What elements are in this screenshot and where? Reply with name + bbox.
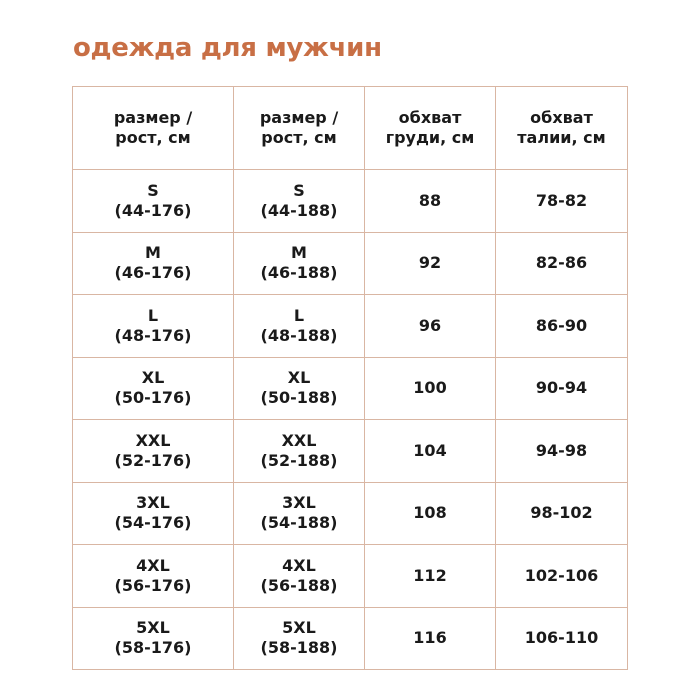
height-range: (54-176): [114, 513, 192, 533]
size-label: M: [145, 243, 161, 263]
size-height-188-cell: [234, 357, 365, 420]
chest-value: 116: [413, 628, 447, 648]
size-height-188-cell: [234, 232, 365, 295]
height-range: (50-188): [260, 388, 338, 408]
waist-cell: [496, 482, 628, 545]
chest-value: 96: [418, 315, 442, 335]
size-height-188-cell: [234, 482, 365, 545]
size-height-176-cell: [73, 357, 234, 420]
waist-value: 82-86: [535, 253, 588, 273]
chest-value: 92: [418, 253, 442, 273]
header-size-height-188: [234, 87, 365, 170]
header-line: обхват: [530, 108, 593, 127]
chest-cell: [365, 357, 496, 420]
header-waist: [496, 87, 628, 170]
table-header-row: [73, 87, 628, 170]
size-height-176-cell: [73, 607, 234, 670]
waist-cell: [496, 545, 628, 608]
page-title: одежда для мужчин: [73, 33, 382, 63]
size-label: 4XL: [136, 555, 170, 575]
waist-cell: [496, 420, 628, 483]
table-row: [73, 232, 628, 295]
header-line: груди, см: [385, 128, 475, 147]
size-label: 5XL: [136, 618, 170, 638]
chest-cell: [365, 295, 496, 358]
size-label: M: [291, 243, 307, 263]
table-row: [73, 170, 628, 233]
height-range: (48-188): [260, 325, 338, 345]
size-label: L: [293, 305, 305, 325]
size-height-188-cell: [234, 295, 365, 358]
size-height-188-cell: [234, 420, 365, 483]
size-height-176-cell: [73, 232, 234, 295]
height-range: (52-176): [114, 450, 192, 470]
size-label: 3XL: [136, 493, 170, 513]
size-height-188-cell: [234, 607, 365, 670]
size-height-176-cell: [73, 420, 234, 483]
height-range: (54-188): [260, 513, 338, 533]
header-line: обхват: [398, 108, 462, 127]
waist-cell: [496, 295, 628, 358]
waist-value: 102-106: [524, 565, 599, 585]
height-range: (46-188): [260, 263, 338, 283]
size-height-188-cell: [234, 545, 365, 608]
size-label: 3XL: [282, 493, 316, 513]
waist-value: 94-98: [535, 440, 588, 460]
size-label: XXL: [281, 430, 317, 450]
size-height-176-cell: [73, 170, 234, 233]
height-range: (58-188): [260, 638, 338, 658]
table-row: [73, 607, 628, 670]
height-range: (50-176): [114, 388, 192, 408]
height-range: (56-176): [114, 575, 192, 595]
header-line: рост, см: [115, 128, 191, 147]
waist-value: 106-110: [524, 628, 599, 648]
chest-cell: [365, 482, 496, 545]
height-range: (44-188): [260, 200, 338, 220]
size-label: S: [147, 180, 159, 200]
height-range: (48-176): [114, 325, 192, 345]
chest-value: 112: [413, 565, 447, 585]
size-height-176-cell: [73, 295, 234, 358]
waist-cell: [496, 170, 628, 233]
chest-cell: [365, 170, 496, 233]
table-row: [73, 420, 628, 483]
chest-value: 100: [413, 378, 447, 398]
size-label: 4XL: [282, 555, 316, 575]
height-range: (58-176): [114, 638, 192, 658]
header-line: талии, см: [517, 128, 606, 147]
height-range: (52-188): [260, 450, 338, 470]
height-range: (44-176): [114, 200, 192, 220]
size-label: L: [147, 305, 159, 325]
header-size-height-176: [73, 87, 234, 170]
chest-value: 108: [413, 503, 447, 523]
size-height-176-cell: [73, 482, 234, 545]
header-line: рост, см: [261, 128, 337, 147]
table-row: [73, 295, 628, 358]
waist-cell: [496, 357, 628, 420]
height-range: (56-188): [260, 575, 338, 595]
chest-cell: [365, 232, 496, 295]
size-label: 5XL: [282, 618, 316, 638]
waist-value: 98-102: [530, 503, 593, 523]
table-body: [73, 170, 628, 670]
header-line: размер /: [113, 108, 193, 127]
size-chart-table: [72, 86, 628, 670]
size-height-188-cell: [234, 170, 365, 233]
chest-value: 88: [418, 190, 442, 210]
table-row: [73, 482, 628, 545]
chest-value: 104: [413, 440, 447, 460]
size-label: S: [293, 180, 305, 200]
waist-value: 86-90: [535, 315, 588, 335]
header-chest: [365, 87, 496, 170]
waist-value: 78-82: [535, 190, 588, 210]
size-label: XL: [141, 368, 165, 388]
table-row: [73, 357, 628, 420]
height-range: (46-176): [114, 263, 192, 283]
chest-cell: [365, 420, 496, 483]
table-row: [73, 545, 628, 608]
chest-cell: [365, 607, 496, 670]
size-label: XXL: [135, 430, 171, 450]
header-line: размер /: [259, 108, 339, 127]
waist-cell: [496, 607, 628, 670]
size-height-176-cell: [73, 545, 234, 608]
waist-value: 90-94: [535, 378, 588, 398]
waist-cell: [496, 232, 628, 295]
chest-cell: [365, 545, 496, 608]
size-label: XL: [287, 368, 311, 388]
